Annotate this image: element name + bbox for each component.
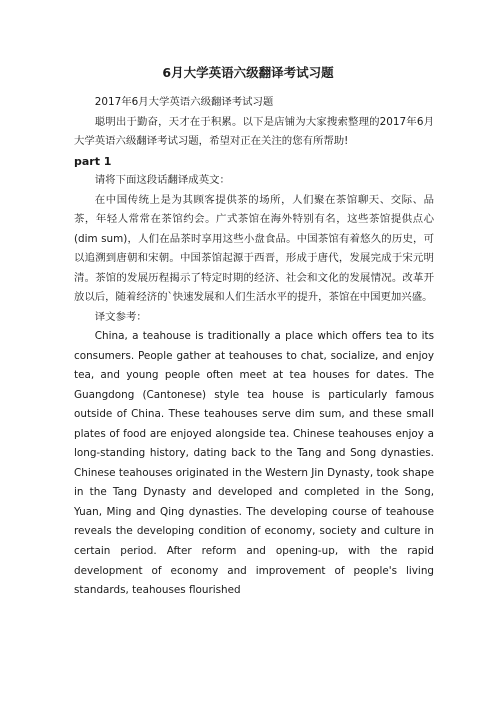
document-title: 6月大学英语六级翻译考试习题: [162, 65, 334, 80]
intro-heading: 2017年6月大学英语六级翻译考试习题: [94, 96, 274, 108]
chinese-passage: 在中国传统上是为其顾客提供茶的场所，人们聚在茶馆聊天、交际、品茶，年轻人常常在茶馆约会。广式茶馆在海外特别有名，这些茶馆提供点心(dim sum)，人们在品茶时享用这些小盘食品。中国茶馆有着悠久的历史，可以追溯到唐朝和宋朝。中国茶馆起源于西晋，形成于唐代，发展完成于宋元明清。茶馆的发展历程揭示了特定时期的经济、社会和文化的发展情况。改革开放以后，随着经济的`快速发展和人们生活水平的提升，茶馆在中国更加兴盛。: [74, 193, 434, 303]
translation-instruction: 请将下面这段话翻译成英文：: [94, 174, 230, 186]
part-heading: part 1: [74, 154, 112, 168]
english-passage: China, a teahouse is traditionally a place which offers tea to its consumers. People gather at teahouses to chat, socialize, and enjoy tea, and young people often meet at tea houses for dates. The Guangdong (Cantonese) style tea house is particularly famous outside of China. These teahouses serve dim sum, and these small plates of food are enjoyed alongside tea. Chinese teahouses enjoy a long-standing history, dating back to the Tang and Song dynasties. Chinese teahouses originated in the Western Jin Dynasty, took shape in the Tang Dynasty and developed and completed in the Song, Yuan, Ming and Qing dynasties. The developing course of teahouse reveals the developing condition of economy, society and culture in certain period. After reform and opening-up, with the rapid development of economy and improvement of people's living standards, teahouses flourished: [74, 330, 434, 597]
document-body: [74, 93, 434, 601]
intro-paragraph: 聪明出于勤奋，天才在于积累。以下是店铺为大家搜索整理的2017年6月大学英语六级翻译考试习题，希望对正在关注的您有所帮助!: [74, 115, 434, 147]
reference-label: 译文参考：: [94, 310, 147, 323]
